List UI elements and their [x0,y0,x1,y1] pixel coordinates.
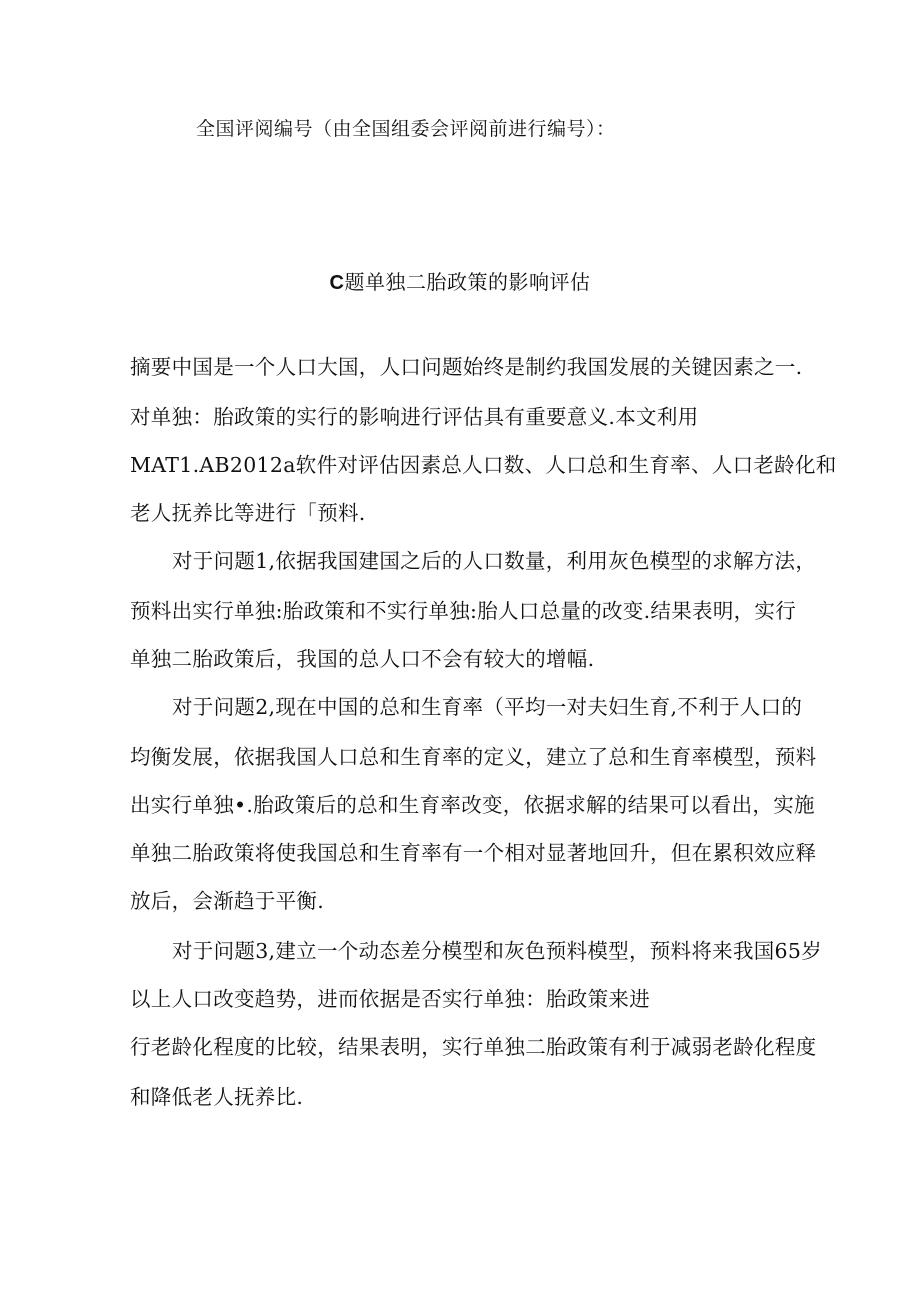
review-number-label: 全国评阅编号（由全国组委会评阅前进行编号）： [196,118,616,140]
abstract-line-11: 单独二胎政策将使我国总和生育率有一个相对显著地回升，但在累积效应释 [130,841,817,865]
abstract-line-15: 行老龄化程度的比较，结果表明，实行单独二胎政策有利于减弱老龄化程度 [130,1035,817,1059]
title-text: 题单独二胎政策的影响评估 [344,270,591,294]
abstract-line-8: 对于问题2,现在中国的总和生育率（平均一对夫妇生育,不利于人口的 [172,695,803,719]
abstract-line-13: 对于问题3,建立一个动态差分模型和灰色预料模型，预料将来我国65岁 [172,939,823,963]
abstract-line-1: 摘要中国是一个人口大国，人口问题始终是制约我国发展的关键因素之一. [130,355,803,379]
title-prefix: C [329,272,345,294]
abstract-line-3: MAT1.AB2012a软件对评估因素总人口数、人口总和生育率、人口老龄化和 [130,453,837,477]
abstract-line-12: 放后，会渐趋于平衡. [130,889,325,913]
abstract-line-6: 预料出实行单独:胎政策和不实行单独:胎人口总量的改变.结果表明，实行 [130,599,797,623]
abstract-line-16: 和降低老人抚养比. [130,1085,304,1109]
paper-title [0,266,920,295]
abstract-line-7: 单独二胎政策后，我国的总人口不会有较大的增幅. [130,647,595,671]
abstract-line-2: 对单独：胎政策的实行的影响进行评估具有重要意义.本文利用 [130,405,699,429]
abstract-line-9: 均衡发展，依据我国人口总和生育率的定义，建立了总和生育率模型，预料 [130,745,817,769]
abstract-line-10: 出实行单独•.胎政策后的总和生育率改变，依据求解的结果可以看出，实施 [130,793,815,817]
abstract-line-5: 对于问题1,依据我国建国之后的人口数量，利用灰色模型的求解方法， [172,549,817,573]
abstract-line-14: 以上人口改变趋势，进而依据是否实行单独：胎政策来进 [130,987,650,1011]
abstract-line-4: 老人抚养比等进行「预料. [130,501,366,525]
